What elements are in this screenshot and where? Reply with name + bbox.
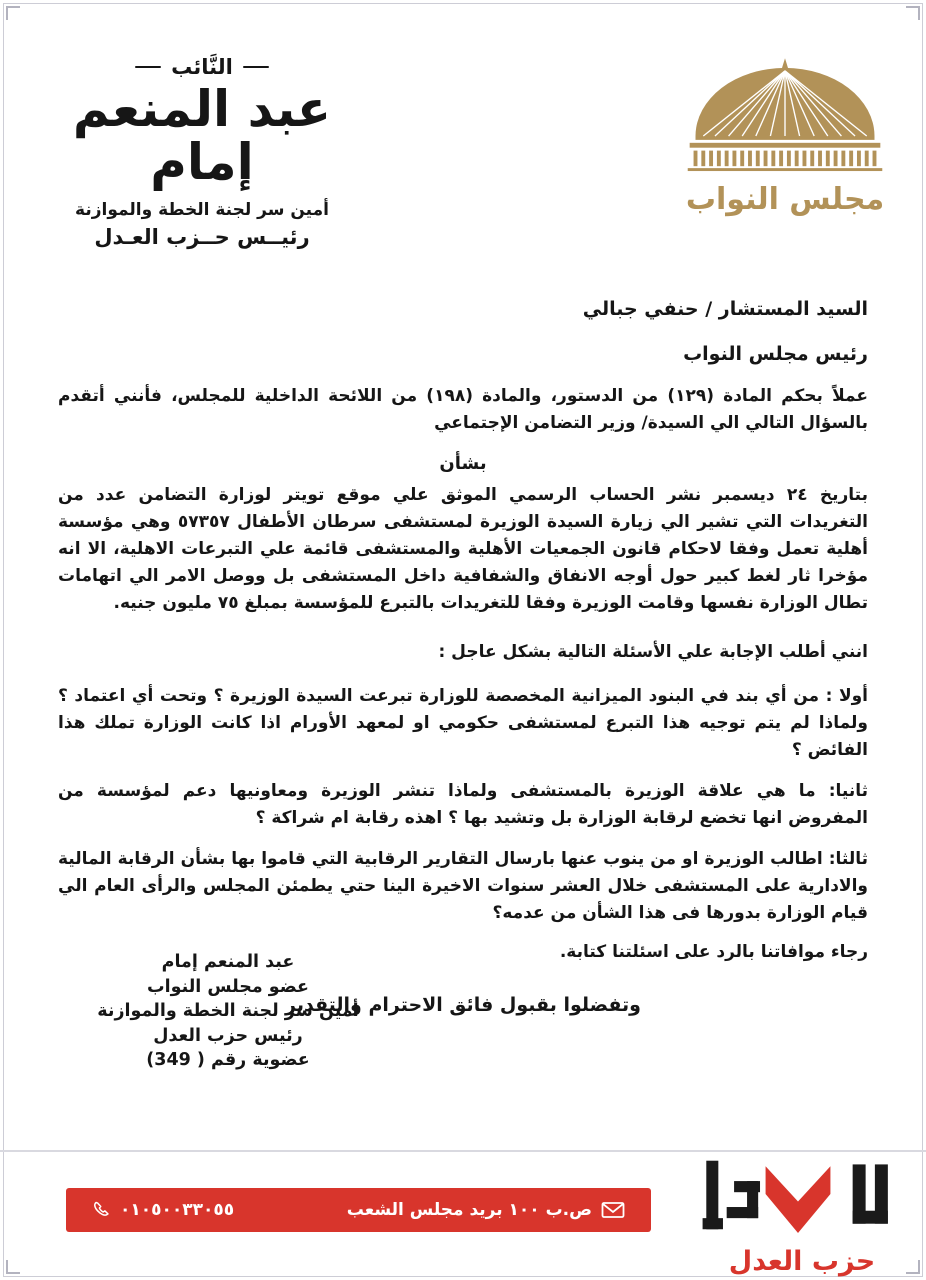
phone-icon	[92, 1201, 111, 1220]
question-3: ثالثا: اطالب الوزيرة او من ينوب عنها بارسال التقارير الرقابية التي قاموا بها بشأن الرقابة المالية والادارية على المستشفى خلال العشر سنوات الاخيرة الينا حتي يطمئن المجلس والرأى العام الي قيام الوزارة بدورها فى هذا الشأن من عدمه؟	[58, 849, 868, 923]
question-1: أولا : من أي بند في البنود الميزانية المخصصة للوزارة تبرعت السيدة الوزيرة ؟ وتحت أي اعتماد ؟ ولماذا لم يتم توجيه هذا التبرع لمستشفى حكومي او لمعهد الأورام اذا كانت الوزارة تملك هذا الفائض ؟	[58, 686, 868, 760]
parliament-logo	[678, 58, 892, 217]
closing-salutation: وتفضلوا بقبول فائق الاحترام والتقدير	[285, 994, 641, 1016]
po-box-group	[347, 1200, 625, 1220]
corner-mark	[6, 1260, 20, 1274]
phone-group	[92, 1200, 234, 1220]
addressee-title: رئيس مجلس النواب	[683, 343, 868, 365]
footer-divider	[0, 1150, 926, 1152]
signature-name: عبد المنعم إمام	[161, 952, 295, 972]
signature-title-party: رئيس حزب العدل	[153, 1025, 303, 1046]
mp-subtitle-committee: أمين سر لجنة الخطة والموازنة	[75, 200, 329, 220]
letter-body	[58, 296, 868, 1019]
subject-label: بشأن	[439, 453, 487, 474]
signature-title-member: عضو مجلس النواب	[147, 976, 309, 997]
justice-party-logo	[700, 1157, 904, 1277]
signature-title-committee: أمين سر لجنة الخطة والموازنة	[97, 1001, 359, 1021]
question-2: ثانيا: ما هي علاقة الوزيرة بالمستشفى ولماذا تنشر الوزيرة ومعاونيها دعم لمؤسسة من المفروض انها تخضع لرقابة الوزارة بل وتشيد بها ؟ اهذه رقابة ام شراكة ؟	[58, 781, 868, 828]
mp-letterhead-logo	[52, 55, 352, 249]
footer-contact-bar	[66, 1188, 651, 1232]
mail-icon	[601, 1201, 625, 1219]
party-name-label: حزب العدل	[728, 1246, 876, 1277]
request-line: انني أطلب الإجابة علي الأسئلة التالية بشكل عاجل :	[438, 642, 868, 662]
justice-party-emblem-icon	[700, 1157, 904, 1245]
corner-mark	[6, 6, 20, 20]
phone-number: ٠١٠٥٠٠٣٣٠٥٥	[120, 1200, 235, 1220]
signature-block	[78, 950, 378, 1073]
corner-mark	[906, 1260, 920, 1274]
signature-membership-number: عضوية رقم ( 349)	[146, 1050, 310, 1070]
mp-subtitle-party: رئيــس حــزب العـدل	[94, 225, 310, 249]
po-box-text: ص.ب ١٠٠ بريد مجلس الشعب	[346, 1200, 592, 1220]
mp-title-label: النَّائب	[52, 55, 352, 79]
intro-paragraph: عملاً بحكم المادة (١٢٩) من الدستور، والمادة (١٩٨) من اللائحة الداخلية للمجلس، فأنني أتقدم بالسؤال التالي الي السيدة/ وزير التضامن الإجتماعي	[58, 386, 869, 433]
corner-mark	[906, 6, 920, 20]
written-reply-request: رجاء موافاتنا بالرد على اسئلتنا كتابة.	[559, 942, 868, 962]
subject-paragraph: بتاريخ ٢٤ ديسمبر نشر الحساب الرسمي الموثق علي موقع تويتر لوزارة التضامن عدد من التغريدات التي تشير الي زيارة السيدة الوزيرة لمستشفى سرطان الأطفال ٥٧٣٥٧ وهي مؤسسة أهلية تعمل وفقا لاحكام قانون الجمعيات الأهلية والمستشفى قائمة علي التبرعات الاهلية، الا انه مؤخرا ثار لغط كبير حول أوجه الانفاق والشفافية داخل المستشفى بل ووصل الامر الي اتهامات تطال الوزارة نفسها وقامت الوزيرة وفقا للتغريدات بالتبرع للمؤسسة بمبلغ ٧٥ مليون جنيه.	[58, 485, 869, 613]
parliament-logo-label: مجلس النواب	[685, 182, 885, 217]
parliament-dome-icon	[678, 58, 892, 180]
mp-name-calligraphy: عبد المنعم إمام	[72, 80, 332, 191]
addressee-name: السيد المستشار / حنفي جبالي	[582, 298, 868, 320]
